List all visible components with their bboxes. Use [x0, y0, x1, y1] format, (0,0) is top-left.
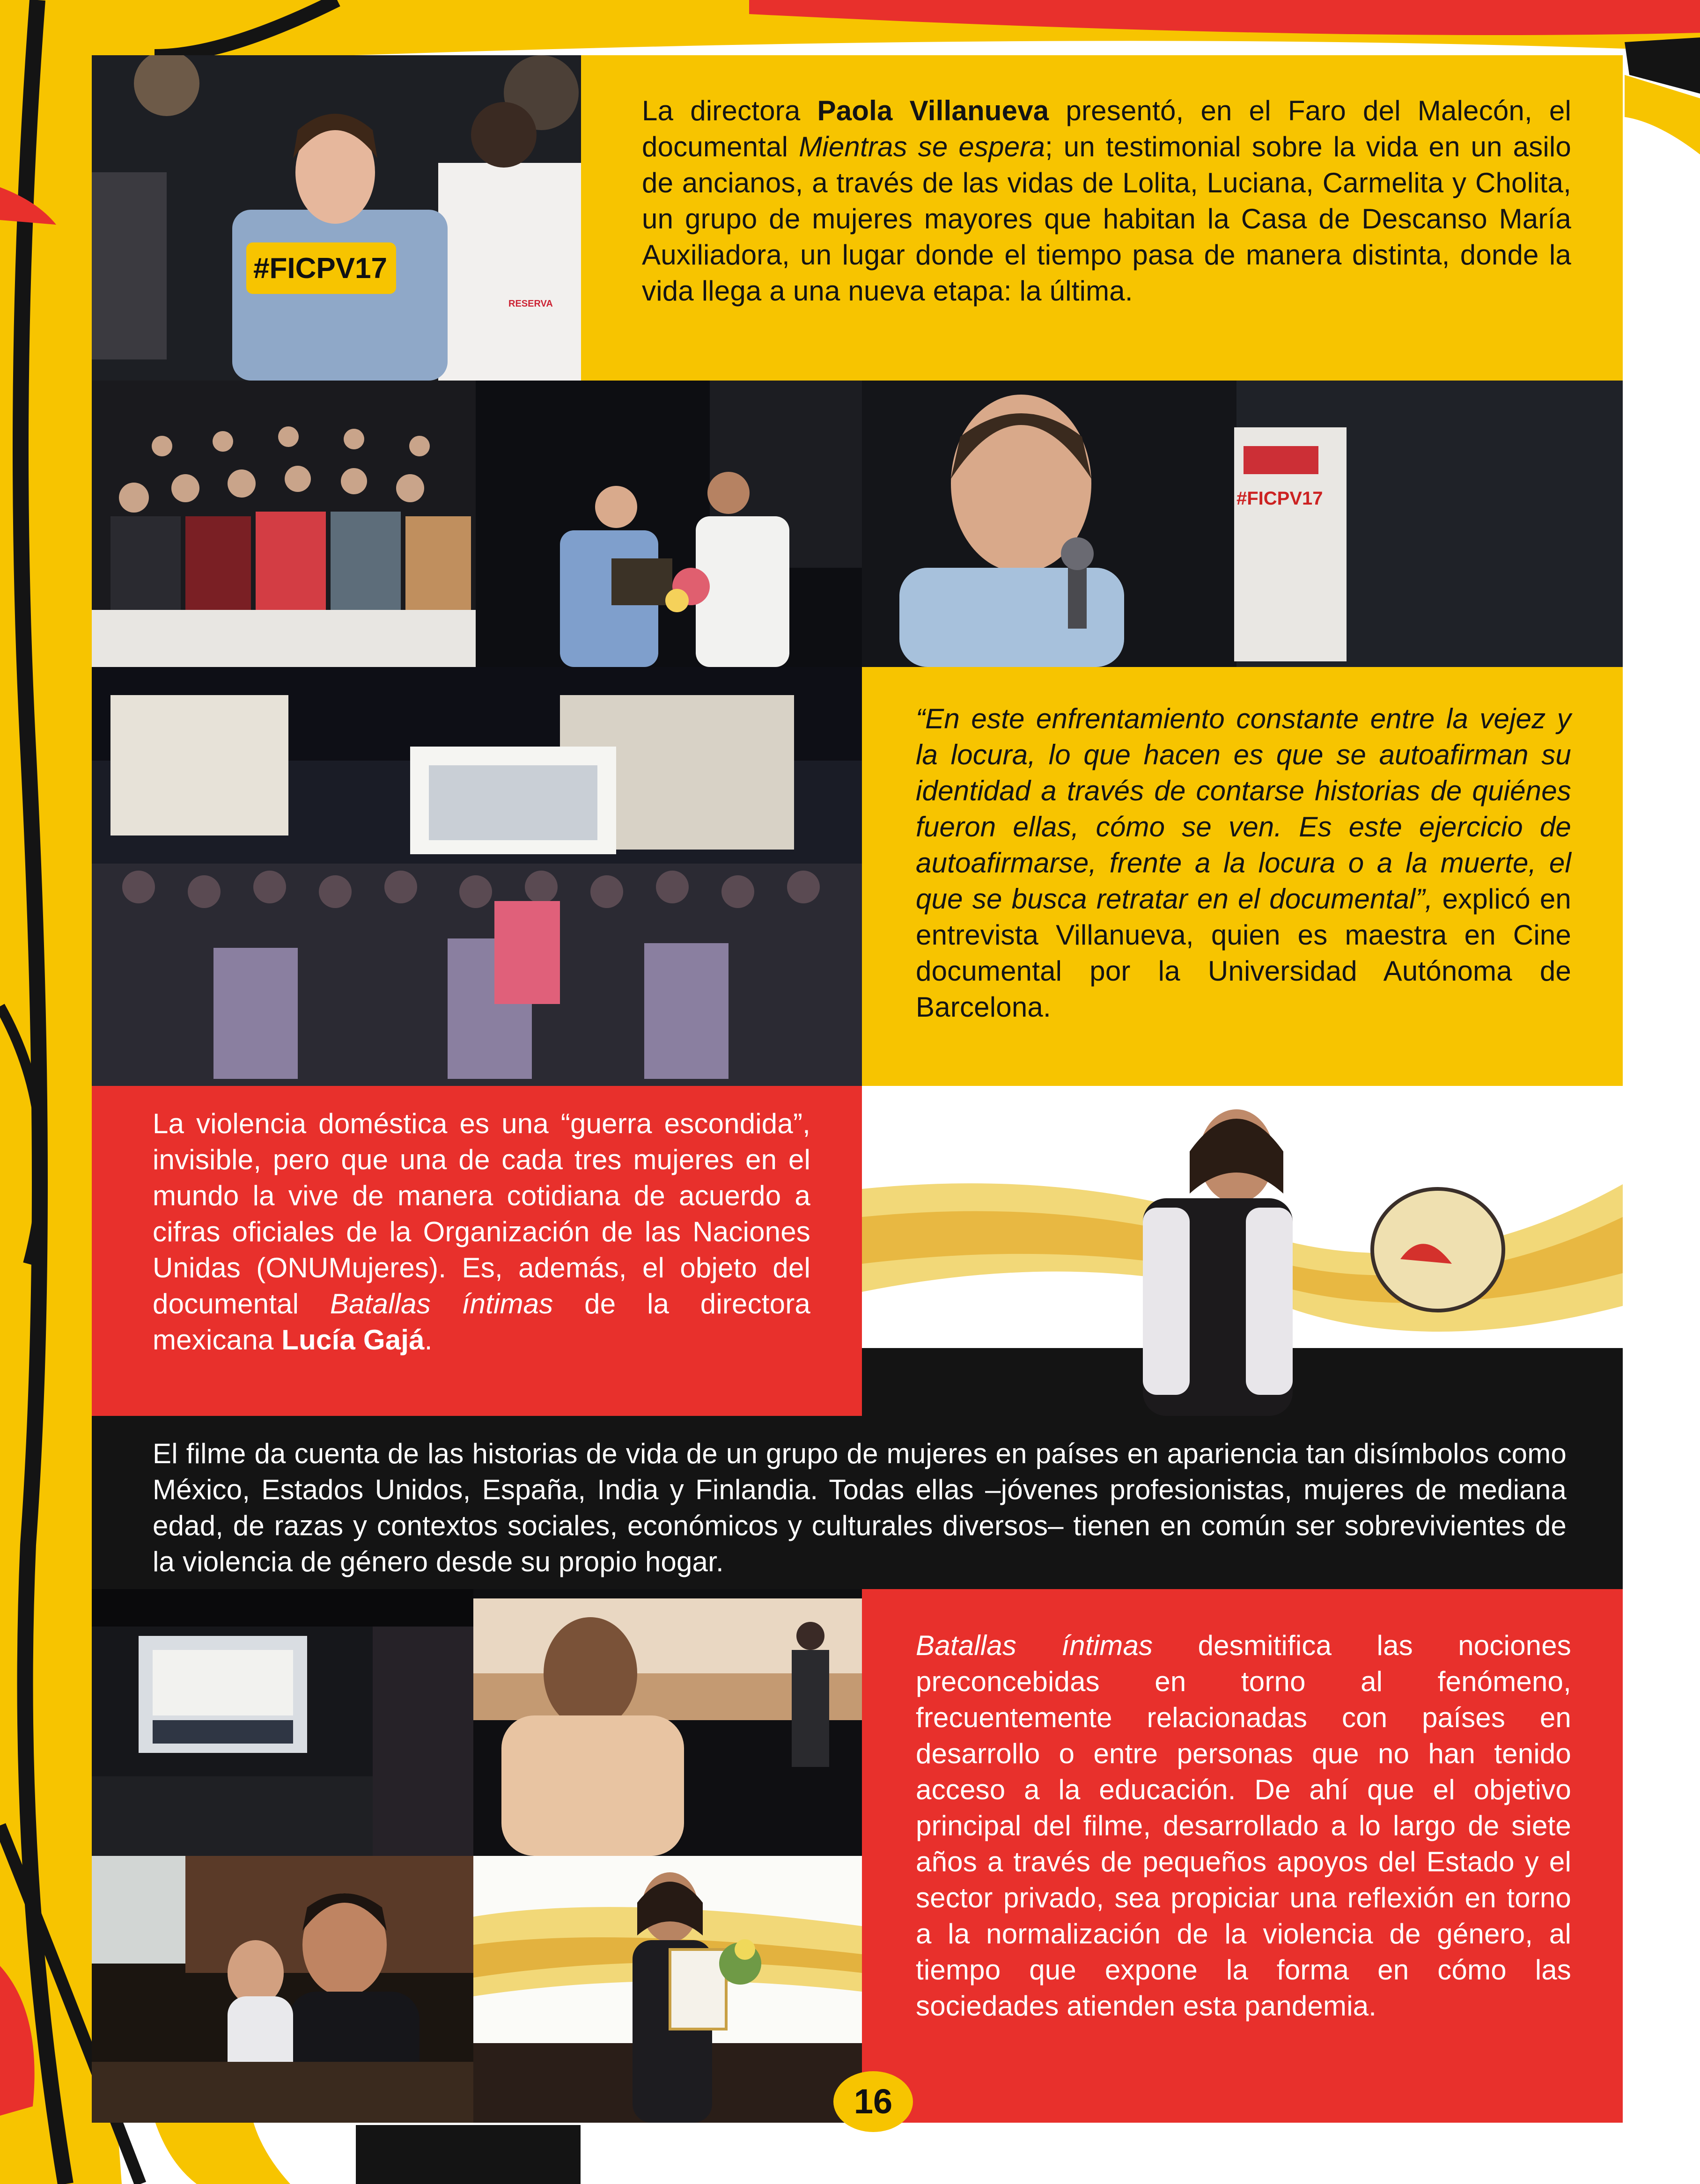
photo-director-speaking [862, 381, 1623, 667]
quote-panel [862, 667, 1623, 1086]
photo-award-presentation [476, 381, 862, 667]
quote-attribution: explicó en entrevista Villanueva, quien es maestra en Cine documental por la Universidad Autónoma de Barcelona. [916, 883, 1571, 1023]
conclusion-panel [862, 1589, 1623, 2123]
documentary-title: Batallas íntimas [330, 1288, 553, 1319]
intro-text-end: ; un testimonial sobre la vida en un asilo de ancianos, a través de las vidas de Lolita, Luciana, Carmelita y Cholita, un grupo de mujeres mayores que habitan la Casa de Descanso María Auxiliadora, un lugar donde el tiempo pasa de manera distinta, donde la vida llega a una nueva etapa: la última. [642, 131, 1571, 307]
intro-paragraph [642, 93, 1571, 309]
photo-director-holding-sign [92, 55, 581, 381]
violence-paragraph [153, 1106, 810, 1358]
violence-text-end: . [424, 1324, 433, 1356]
film-description-panel [92, 1416, 1623, 1589]
quote-paragraph [916, 701, 1571, 1025]
reserved-sign-text: RESERVA [508, 299, 553, 309]
violence-panel [92, 1086, 862, 1416]
conclusion-film-title: Batallas íntimas [916, 1630, 1153, 1661]
film-description-paragraph: El filme da cuenta de las historias de vida de un grupo de mujeres en países en apariencia tan disímbolos como México, Estados Unidos, España, India y Finlandia. Todas ellas –jóvenes profesionistas, mujeres de mediana edad, de razas y contextos sociales, económicos y culturales diversos– tienen en común ser sobrevivientes de la violencia de género desde su propio hogar. [153, 1438, 1567, 1577]
intro-panel [581, 55, 1623, 381]
conclusion-paragraph [916, 1627, 1571, 2024]
violence-text-start: La violencia doméstica es una “guerra escondida”, invisible, pero que una de cada tres mujeres en el mundo la vive de manera cotidiana de acuerdo a cifras oficiales de la Organización de las Naciones Unidas (ONUMujeres). Es, además, el objeto del documental [153, 1108, 810, 1319]
intro-text-start: La directora [642, 95, 817, 126]
director-quote: “En este enfrentamiento constante entre la vejez y la locura, lo que hacen es que se autoafirman su identidad a través de contarse historias de quiénes fueron ellas, cómo se ven. Es este ejercicio de autoafirmarse, frente a la locura o a la muerte, el que se busca retratar en el documental”, [916, 703, 1571, 915]
photo-outdoor-screening [92, 667, 862, 1086]
photo-audience-clapping [92, 381, 476, 667]
photo-lucia-speaking [862, 1086, 1623, 1416]
director-name: Paola Villanueva [817, 95, 1049, 126]
ficpv17-sign-text: #FICPV17 [253, 252, 388, 285]
director-lucia-name: Lucía Gajá [281, 1324, 425, 1356]
intro-text-mid: presentó, en el Faro del Malecón, el documental [642, 95, 1571, 162]
violence-text-mid: de la directora mexicana [153, 1288, 810, 1356]
photo-woman-in-audience [473, 1589, 862, 1856]
page-number: 16 [833, 2071, 913, 2132]
photo-lucia-with-diploma [473, 1856, 862, 2123]
stage-banner-text: #FICPV17 [1236, 488, 1323, 509]
photo-young-audience-question [92, 1856, 473, 2123]
film-title: Mientras se espera [799, 131, 1045, 162]
photo-theater-screen [92, 1589, 473, 1856]
conclusion-text: desmitifica las nociones preconcebidas en torno al fenómeno, frecuentemente relacionadas con países en desarrollo o entre personas que no han tenido acceso a la educación. De ahí que el objetivo principal del filme, desarrollado a lo largo de siete años a través de pequeños apoyos del Estado y el sector privado, sea propiciar una reflexión en torno a la normalización de la violencia de género, al tiempo que expone la forma en cómo las sociedades atienden esta pandemia. [916, 1630, 1571, 2022]
